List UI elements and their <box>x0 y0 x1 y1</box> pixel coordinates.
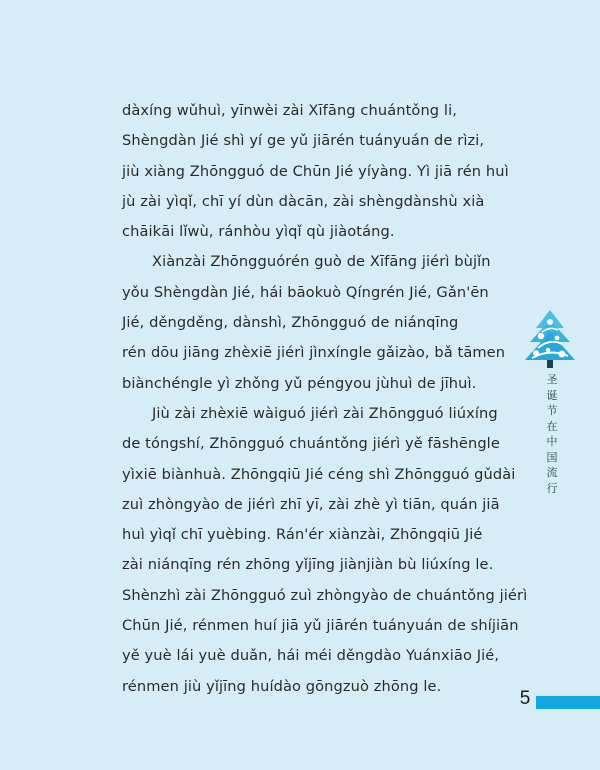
chapter-title-char: 行 <box>546 481 558 495</box>
text-line: Jié, děngděng, dànshì, Zhōngguó de niánqīng <box>122 314 459 332</box>
text-line: dàxíng wǔhuì, yīnwèi zài Xīfāng chuántǒng li, <box>122 102 457 119</box>
text-line: de tóngshí, Zhōngguó chuántǒng jiérì yě fāshēngle <box>122 435 500 453</box>
chapter-marker <box>524 308 576 508</box>
text-line: zuì zhòngyào de jiérì zhī yī, zài zhè yì tiān, quán jiā <box>122 495 500 513</box>
chapter-title-char: 中 <box>546 435 558 448</box>
page-number: 5 <box>519 688 531 709</box>
text-line: jù zài yìqǐ, chī yí dùn dàcān, zài shèngdànshù xià <box>122 192 485 210</box>
chapter-title-char: 在 <box>546 419 558 433</box>
text-line: Xiànzài Zhōngguórén guò de Xīfāng jiérì bùjǐn <box>152 253 491 271</box>
chapter-title-char: 流 <box>546 466 558 479</box>
text-line: yìxiē biànhuà. Zhōngqiū Jié céng shì Zhōngguó gǔdài <box>122 465 516 483</box>
text-line: rénmen jiù yǐjīng huídào gōngzuò zhōng le. <box>122 677 442 695</box>
text-line: Chūn Jié, rénmen huí jiā yǔ jiārén tuányuán de shíjiān <box>122 617 519 635</box>
vertical-chapter-title <box>542 372 562 496</box>
chapter-title-char: 节 <box>546 404 558 417</box>
text-line: rén dōu jiāng zhèxiē jiérì jìnxíngle gǎizào, bǎ tāmen <box>122 344 506 362</box>
text-line: Jiù zài zhèxiē wàiguó jiérì zài Zhōngguó liúxíng <box>152 404 498 422</box>
text-line: chāikāi lǐwù, ránhòu yìqǐ qù jiàotáng. <box>122 223 395 241</box>
text-line: biànchéngle yì zhǒng yǔ péngyou jùhuì de jīhuì. <box>122 374 477 392</box>
body-text <box>122 96 528 702</box>
chapter-title-char: 圣 <box>546 373 558 386</box>
text-line: jiù xiàng Zhōngguó de Chūn Jié yíyàng. Yì jiā rén huì <box>122 162 509 180</box>
text-line: Shènzhì zài Zhōngguó zuì zhòngyào de chuántǒng jiérì <box>122 586 528 604</box>
chapter-title-char: 国 <box>546 450 558 464</box>
text-line: huì yìqǐ chī yuèbing. Rán'ér xiànzài, Zhōngqiū Jié <box>122 526 483 544</box>
chapter-title-char: 诞 <box>546 388 558 402</box>
text-line: Shèngdàn Jié shì yí ge yǔ jiārén tuányuán de rìzi, <box>122 132 485 150</box>
text-line: zài niánqīng rén zhōng yǐjīng jiànjiàn bù liúxíng le. <box>122 556 494 574</box>
page-tab-bar <box>536 696 600 709</box>
text-line: yě yuè lái yuè duǎn, hái méi děngdào Yuánxiāo Jié, <box>122 647 500 665</box>
christmas-tree-icon <box>524 308 576 374</box>
text-line: yǒu Shèngdàn Jié, hái bāokuò Qíngrén Jié, Gǎn'ēn <box>122 283 489 301</box>
